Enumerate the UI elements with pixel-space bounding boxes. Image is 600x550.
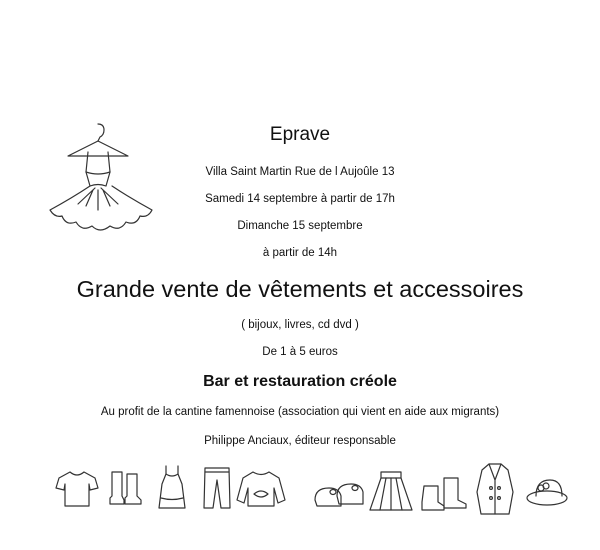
- tshirt-icon: [55, 470, 99, 508]
- hat-icon: [525, 476, 569, 510]
- editor-line: Philippe Anciaux, éditeur responsable: [204, 435, 396, 447]
- coat-icon: [472, 462, 518, 518]
- tank-dress-icon: [155, 464, 189, 510]
- sunday-time-line: à partir de 14h: [262, 247, 338, 259]
- saturday-line: Samedi 14 septembre à partir de 17h: [205, 193, 395, 205]
- bar-heading: Bar et restauration créole: [203, 373, 397, 390]
- skirt-icon: [367, 470, 415, 514]
- boots-icon: [108, 470, 144, 506]
- headline: Grande vente de vêtements et accessoires: [76, 276, 524, 302]
- sunday-line: Dimanche 15 septembre: [237, 220, 363, 232]
- sweater-icon: [236, 470, 286, 508]
- profit-line: Au profit de la cantine famennoise (association qui vient en aide aux migrants): [100, 406, 500, 418]
- address-line: Villa Saint Martin Rue de l Aujoûle 13: [205, 166, 395, 178]
- price-line: De 1 à 5 euros: [262, 346, 338, 358]
- slippers-icon: [313, 478, 365, 512]
- flyer-title: Eprave: [269, 124, 331, 145]
- boots-pair-icon: [420, 472, 470, 512]
- items-note: ( bijoux, livres, cd dvd ): [241, 319, 359, 331]
- trousers-icon: [202, 466, 232, 510]
